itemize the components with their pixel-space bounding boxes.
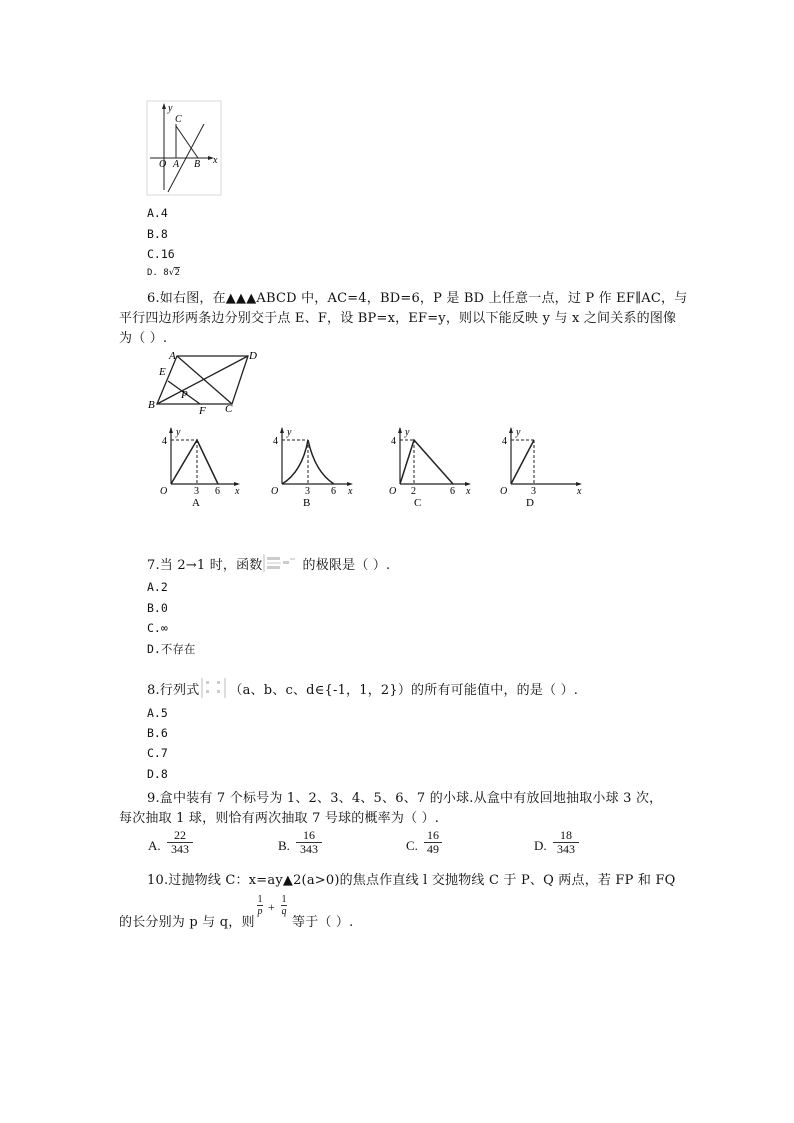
- q10-f2-num: 1: [281, 894, 287, 905]
- q6-fig-label-c: C: [225, 403, 233, 415]
- q6b-t1: 3: [305, 486, 310, 497]
- q6-fig-label-b: B: [148, 399, 155, 411]
- q6c-letter: C: [414, 497, 422, 509]
- q8-option-c[interactable]: C.7: [147, 746, 168, 760]
- q8-text-a: 8.行列式: [147, 683, 200, 698]
- q9-line1: 9.盒中装有 7 个标号为 1、2、3、4、5、6、7 的小球.从盒中有放回地抽取小球 3 次，: [147, 791, 663, 806]
- q6a-o: O: [160, 486, 168, 497]
- q10-formula: [256, 894, 292, 924]
- q5-label-a: A: [173, 159, 180, 170]
- q5-option-d-radicand: 2: [174, 268, 180, 278]
- q9-choice-d-letter[interactable]: D.: [534, 838, 547, 853]
- q8-determinant-icon: [199, 677, 229, 699]
- q6-graph-a[interactable]: [152, 426, 248, 510]
- q9-choice-c-fraction[interactable]: [423, 829, 443, 856]
- q9-a-num: 22: [174, 828, 186, 842]
- q6-parallelogram-figure: [140, 348, 270, 418]
- q6-line3: 为（ ）.: [119, 331, 168, 346]
- q6-fig-label-f: F: [199, 405, 206, 417]
- q8-option-d[interactable]: D.8: [147, 767, 168, 781]
- q6b-four: 4: [273, 436, 278, 447]
- q10-f1-den: p: [257, 906, 263, 917]
- q9-choice-a-fraction[interactable]: [166, 829, 194, 856]
- q9-choice-c-letter[interactable]: C.: [406, 838, 418, 853]
- q7-option-d[interactable]: D.不存在: [147, 642, 196, 656]
- q6b-x: x: [348, 486, 353, 497]
- q6-fig-label-a: A: [169, 350, 176, 362]
- q10-f2-den: q: [281, 906, 287, 917]
- q9-d-den: 343: [557, 842, 575, 856]
- q6d-x: x: [577, 486, 582, 497]
- q9-c-den: 49: [427, 842, 439, 856]
- q6-graph-b[interactable]: [265, 426, 361, 510]
- q5-option-a[interactable]: A.4: [147, 206, 168, 220]
- q10-f1-num: 1: [257, 894, 263, 905]
- q5-option-d[interactable]: [147, 268, 180, 278]
- q5-option-b[interactable]: B.8: [147, 227, 168, 241]
- q7-option-a[interactable]: A.2: [147, 580, 168, 594]
- q9-choice-a-letter[interactable]: A.: [148, 838, 161, 853]
- q6b-letter: B: [303, 497, 311, 509]
- q6-fig-label-e: E: [159, 366, 166, 378]
- q6-line2: 平行四边形两条边分别交于点 E、F，设 BP=x，EF=y，则以下能反映 y 与 x 之间关系的图像: [119, 311, 677, 326]
- q6d-four: 4: [502, 436, 507, 447]
- q9-choice-d-fraction[interactable]: [552, 829, 580, 856]
- q6-fig-label-p: P: [181, 389, 188, 401]
- q7-text-a: 7.当 2→1 时，函数: [147, 558, 263, 573]
- q6c-t2: 6: [450, 486, 455, 497]
- q6c-x: x: [466, 486, 471, 497]
- q5-label-o: O: [159, 159, 167, 170]
- q7-formula-icon: [263, 553, 303, 573]
- q7-text-b: 的极限是（ ）.: [302, 558, 391, 573]
- q10-line2b: 等于（ ）.: [292, 915, 354, 930]
- q6b-o: O: [271, 486, 279, 497]
- q6b-t2: 6: [331, 486, 336, 497]
- q9-b-num: 16: [303, 828, 315, 842]
- q6a-x: x: [235, 486, 240, 497]
- q6c-four: 4: [391, 436, 396, 447]
- q10-line2a: 的长分别为 p 与 q，则: [119, 915, 255, 930]
- q6d-t1: 3: [531, 486, 536, 497]
- q5-label-x: x: [213, 155, 218, 166]
- q6a-letter: A: [192, 497, 200, 509]
- q10-line1: 10.过抛物线 C：x=ay▲2(a>0)的焦点作直线 l 交抛物线 C 于 P、Q 两点，若 FP 和 FQ: [147, 873, 676, 888]
- q6-line1: 6.如右图，在▲▲▲ABCD 中，AC=4，BD=6，P 是 BD 上任意一点，过 P 作 EF∥AC，与: [147, 291, 688, 306]
- q8-option-a[interactable]: A.5: [147, 706, 168, 720]
- q9-choice-b-fraction[interactable]: [295, 829, 323, 856]
- q6d-letter: D: [526, 497, 534, 509]
- q7-stem: [147, 553, 390, 573]
- q5-graph: [146, 100, 222, 196]
- q9-a-den: 343: [171, 842, 189, 856]
- q6-fig-label-d: D: [249, 350, 257, 362]
- q6a-t2: 6: [215, 486, 220, 497]
- q5-option-c[interactable]: C.16: [147, 247, 175, 261]
- q6b-y: y: [287, 427, 292, 438]
- q5-option-d-text: D. 8: [147, 268, 169, 278]
- q6a-t1: 3: [194, 486, 199, 497]
- q9-choice-b-letter[interactable]: B.: [278, 838, 290, 853]
- q5-label-y: y: [168, 103, 173, 114]
- q7-option-c[interactable]: C.∞: [147, 621, 168, 635]
- q6d-o: O: [500, 486, 508, 497]
- q6c-y: y: [405, 427, 410, 438]
- q5-label-b: B: [194, 159, 201, 170]
- q6-graph-d[interactable]: [494, 426, 590, 510]
- q10-frac1: [256, 894, 264, 917]
- q9-line2: 每次抽取 1 球，则恰有两次抽取 7 号球的概率为（ ）.: [119, 811, 440, 826]
- q9-c-num: 16: [427, 828, 439, 842]
- q9-b-den: 343: [300, 842, 318, 856]
- q8-stem: [147, 677, 578, 699]
- q6d-y: y: [516, 427, 521, 438]
- q10-plus: +: [268, 900, 275, 914]
- q6c-t1: 2: [411, 486, 416, 497]
- q6a-four: 4: [162, 436, 167, 447]
- q8-option-b[interactable]: B.6: [147, 726, 168, 740]
- q5-label-c: C: [175, 114, 182, 125]
- sqrt-icon: √: [168, 268, 175, 278]
- q6c-o: O: [389, 486, 397, 497]
- q6-graph-c[interactable]: [383, 426, 479, 510]
- q7-option-b[interactable]: B.0: [147, 601, 168, 615]
- q8-text-b: （a、b、c、d∈{-1，1，2}）的所有可能值中，的是（ ）.: [229, 683, 579, 698]
- q10-frac2: [280, 894, 288, 917]
- q6a-y: y: [176, 427, 181, 438]
- q9-d-num: 18: [560, 828, 572, 842]
